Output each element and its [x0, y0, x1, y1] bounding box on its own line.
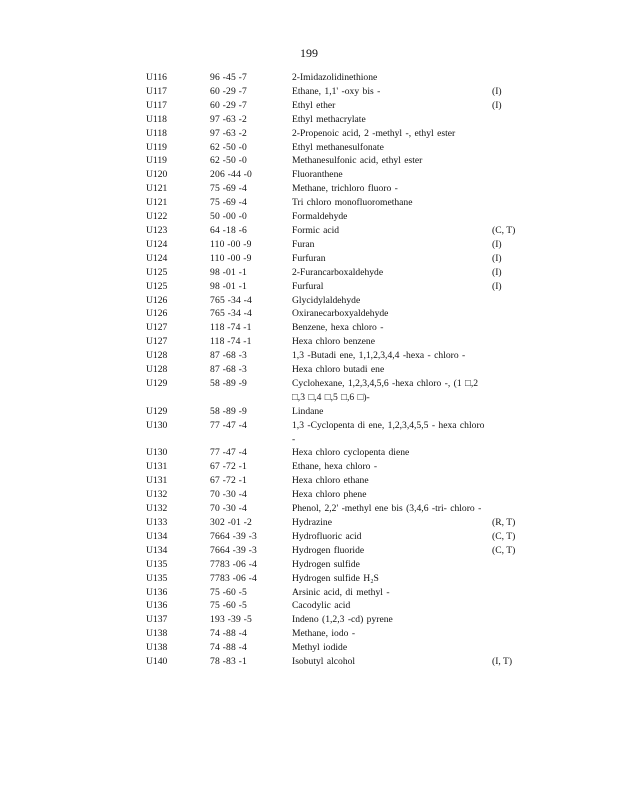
hazard-code: (I) — [492, 266, 502, 278]
cas-number: 98 -01 -1 — [210, 266, 247, 278]
hazard-code: (I) — [492, 85, 502, 97]
cas-number: 118 -74 -1 — [210, 336, 252, 348]
waste-code: U134 — [146, 544, 168, 556]
hazard-code — [492, 572, 526, 586]
waste-code: U121 — [146, 183, 168, 195]
cas-number: 62 -50 -0 — [210, 141, 247, 153]
chemical-name: Tri chloro monofluoromethane — [292, 197, 413, 209]
chemical-name: Fluoranthene — [292, 169, 343, 181]
cas-number: 70 -30 -4 — [210, 489, 247, 501]
cas-number: 60 -29 -7 — [210, 99, 247, 111]
cas-number: 7664 -39 -3 — [210, 530, 257, 542]
waste-code: U136 — [146, 600, 168, 612]
cas-number: 58 -89 -9 — [210, 405, 247, 417]
cas-number: 67 -72 -1 — [210, 475, 247, 487]
table-row — [146, 280, 526, 294]
chemical-name: Hydrogen sulfide — [292, 558, 360, 570]
waste-code: U124 — [146, 252, 168, 264]
table-row — [146, 419, 526, 447]
chemical-name: Indeno (1,2,3 -cd) pyrene — [292, 614, 393, 626]
hazard-code: (I) — [492, 252, 502, 264]
chemical-name: 1,3 -Butadi ene, 1,1,2,3,4,4 -hexa - chloro - — [292, 350, 466, 362]
table-row — [146, 335, 526, 349]
hazard-code — [492, 488, 526, 502]
chemical-name: Formaldehyde — [292, 211, 348, 223]
cas-number: 302 -01 -2 — [210, 517, 252, 528]
cas-number: 77 -47 -4 — [210, 447, 247, 459]
table-row — [146, 405, 526, 419]
hazard-code — [492, 474, 526, 488]
hazard-code — [492, 196, 526, 210]
chemical-name: Glycidylaldehyde — [292, 294, 361, 306]
cas-number: 62 -50 -0 — [210, 155, 247, 167]
hazard-code — [492, 154, 526, 168]
chemical-name: Arsinic acid, di methyl - — [292, 586, 390, 598]
table-row — [146, 113, 526, 127]
waste-code: U131 — [146, 461, 168, 473]
waste-code: U131 — [146, 475, 168, 487]
cas-number: 75 -60 -5 — [210, 600, 247, 612]
table-row — [146, 85, 526, 99]
waste-code: U130 — [146, 419, 168, 431]
hazard-code — [492, 113, 526, 127]
hazard-code — [492, 294, 526, 308]
waste-code: U123 — [146, 224, 168, 236]
waste-code: U128 — [146, 364, 168, 376]
waste-code: U129 — [146, 405, 168, 417]
cas-number: 74 -88 -4 — [210, 642, 247, 654]
table-row — [146, 655, 526, 669]
table-row — [146, 168, 526, 182]
cas-number: 193 -39 -5 — [210, 614, 252, 626]
cas-number: 98 -01 -1 — [210, 280, 247, 292]
table-row — [146, 196, 526, 210]
waste-code: U135 — [146, 558, 168, 570]
waste-code: U132 — [146, 489, 168, 501]
cas-number: 110 -00 -9 — [210, 252, 252, 264]
table-row — [146, 613, 526, 627]
hazard-code — [492, 586, 526, 600]
waste-code: U125 — [146, 280, 168, 292]
cas-number: 765 -34 -4 — [210, 308, 252, 320]
waste-code: U117 — [146, 85, 167, 97]
hazard-code — [492, 502, 526, 516]
table-row — [146, 294, 526, 308]
table-row — [146, 516, 526, 530]
chemical-name: Oxiranecarboxyaldehyde — [292, 308, 389, 320]
table-row — [146, 154, 526, 168]
cas-number: 75 -60 -5 — [210, 586, 247, 598]
hazard-code — [492, 613, 526, 627]
chemical-name: Cyclohexane, 1,2,3,4,5,6 -hexa chloro -, (1 □,2 □,3 □,4 □,5 □,6 □)- — [292, 377, 479, 403]
hazard-code: (C, T) — [492, 544, 516, 556]
hazard-code: (I) — [492, 280, 502, 292]
table-row — [146, 266, 526, 280]
waste-code: U129 — [146, 377, 168, 389]
table-row — [146, 252, 526, 266]
chemical-name: Phenol, 2,2' -methyl ene bis (3,4,6 -tri- chloro - — [292, 503, 482, 515]
chemical-name: Hydrofluoric acid — [292, 530, 362, 542]
hazardous-waste-table — [146, 71, 526, 669]
chemical-name: Hydrogen sulfide H₂S — [292, 572, 379, 584]
waste-code: U140 — [146, 656, 168, 668]
chemical-name: Hexa chloro ethane — [292, 475, 369, 487]
hazard-code — [492, 419, 526, 447]
cas-number: 206 -44 -0 — [210, 169, 252, 181]
hazard-code — [492, 599, 526, 613]
hazard-code — [492, 321, 526, 335]
table-row — [146, 238, 526, 252]
hazard-code: (I) — [492, 99, 502, 111]
table-row — [146, 99, 526, 113]
chemical-name: Hexa chloro cyclopenta diene — [292, 447, 410, 459]
hazard-code — [492, 210, 526, 224]
waste-code: U128 — [146, 350, 168, 362]
chemical-name: Benzene, hexa chloro - — [292, 322, 384, 334]
table-row — [146, 71, 526, 85]
cas-number: 75 -69 -4 — [210, 197, 247, 209]
chemical-name: Hexa chloro phene — [292, 489, 367, 501]
hazard-code — [492, 446, 526, 460]
chemical-name: Ethyl methanesulfonate — [292, 141, 384, 153]
chemical-name: Ethyl ether — [292, 99, 336, 111]
waste-code: U133 — [146, 517, 168, 528]
page-number: 199 — [300, 46, 318, 60]
chemical-name: Methyl iodide — [292, 642, 348, 654]
chemical-name: Furan — [292, 238, 315, 250]
waste-code: U125 — [146, 266, 168, 278]
table-row — [146, 558, 526, 572]
hazard-code — [492, 71, 526, 85]
chemical-name: 2-Propenoic acid, 2 -methyl -, ethyl ester — [292, 127, 456, 139]
waste-code: U127 — [146, 322, 168, 334]
waste-code: U137 — [146, 614, 168, 626]
cas-number: 74 -88 -4 — [210, 628, 247, 640]
hazard-code — [492, 460, 526, 474]
table-row — [146, 141, 526, 155]
cas-number: 765 -34 -4 — [210, 294, 252, 306]
table-row — [146, 182, 526, 196]
cas-number: 87 -68 -3 — [210, 350, 247, 362]
chemical-name: Cacodylic acid — [292, 600, 351, 612]
chemical-name: Hydrazine — [292, 517, 332, 528]
cas-number: 60 -29 -7 — [210, 85, 247, 97]
waste-code: U121 — [146, 197, 168, 209]
waste-code: U118 — [146, 113, 167, 125]
table-row — [146, 460, 526, 474]
waste-code: U135 — [146, 572, 168, 584]
cas-number: 87 -68 -3 — [210, 364, 247, 376]
waste-code: U122 — [146, 211, 168, 223]
table-row — [146, 586, 526, 600]
hazard-code: (R, T) — [492, 517, 516, 528]
cas-number: 75 -69 -4 — [210, 183, 247, 195]
cas-number: 58 -89 -9 — [210, 377, 247, 389]
chemical-name: Formic acid — [292, 224, 340, 236]
table-row — [146, 530, 526, 544]
cas-number: 97 -63 -2 — [210, 127, 247, 139]
chemical-name: Methanesulfonic acid, ethyl ester — [292, 155, 423, 167]
cas-number: 97 -63 -2 — [210, 113, 247, 125]
table-row — [146, 572, 526, 586]
cas-number: 50 -00 -0 — [210, 211, 247, 223]
table-row — [146, 224, 526, 238]
hazard-code — [492, 349, 526, 363]
table-row — [146, 307, 526, 321]
chemical-name: Isobutyl alcohol — [292, 656, 356, 668]
chemical-name: Hydrogen fluoride — [292, 544, 365, 556]
table-row — [146, 641, 526, 655]
waste-code: U136 — [146, 586, 168, 598]
chemical-name: Ethyl methacrylate — [292, 113, 366, 125]
chemical-name: Methane, iodo - — [292, 628, 356, 640]
chemical-name: Lindane — [292, 405, 324, 417]
chemical-name: Hexa chloro benzene — [292, 336, 375, 348]
chemical-name: Furfural — [292, 280, 324, 292]
table-row — [146, 488, 526, 502]
cas-number: 110 -00 -9 — [210, 238, 252, 250]
hazard-code — [492, 182, 526, 196]
chemical-name: Ethane, 1,1' -oxy bis - — [292, 85, 381, 97]
cas-number: 64 -18 -6 — [210, 224, 247, 236]
table-row — [146, 377, 526, 405]
cas-number: 67 -72 -1 — [210, 461, 247, 473]
hazard-code — [492, 363, 526, 377]
table-row — [146, 363, 526, 377]
table-row — [146, 349, 526, 363]
table-row — [146, 446, 526, 460]
cas-number: 77 -47 -4 — [210, 419, 247, 431]
table-row — [146, 321, 526, 335]
hazard-code — [492, 558, 526, 572]
cas-number: 78 -83 -1 — [210, 656, 247, 668]
chemical-name: 2-Furancarboxaldehyde — [292, 266, 384, 278]
waste-code: U124 — [146, 238, 168, 250]
waste-code: U118 — [146, 127, 167, 139]
waste-code: U117 — [146, 99, 167, 111]
cas-number: 7783 -06 -4 — [210, 572, 257, 584]
waste-code: U120 — [146, 169, 168, 181]
waste-code: U138 — [146, 628, 168, 640]
table-row — [146, 210, 526, 224]
hazard-code — [492, 307, 526, 321]
chemical-name: 1,3 -Cyclopenta di ene, 1,2,3,4,5,5 - hexa chloro - — [292, 419, 485, 445]
waste-code: U127 — [146, 336, 168, 348]
hazard-code — [492, 641, 526, 655]
waste-code: U134 — [146, 530, 168, 542]
waste-code: U132 — [146, 503, 168, 515]
hazard-code — [492, 141, 526, 155]
cas-number: 7783 -06 -4 — [210, 558, 257, 570]
hazard-code: (C, T) — [492, 530, 516, 542]
chemical-name: 2-Imidazolidinethione — [292, 72, 378, 83]
hazard-code — [492, 377, 526, 405]
chemical-name: Furfuran — [292, 252, 326, 264]
hazard-code: (C, T) — [492, 224, 516, 236]
waste-code: U119 — [146, 155, 167, 167]
table-row — [146, 544, 526, 558]
waste-code: U116 — [146, 72, 167, 83]
waste-code: U119 — [146, 141, 167, 153]
waste-code: U138 — [146, 642, 168, 654]
cas-number: 118 -74 -1 — [210, 322, 252, 334]
cas-number: 70 -30 -4 — [210, 503, 247, 515]
table-row — [146, 502, 526, 516]
waste-code: U130 — [146, 447, 168, 459]
chemical-name: Hexa chloro butadi ene — [292, 364, 385, 376]
hazard-code — [492, 405, 526, 419]
table-row — [146, 627, 526, 641]
hazard-code — [492, 127, 526, 141]
chemical-name: Methane, trichloro fluoro - — [292, 183, 398, 195]
hazard-code: (I, T) — [492, 656, 513, 668]
waste-code: U126 — [146, 308, 168, 320]
hazard-code: (I) — [492, 238, 502, 250]
hazard-code — [492, 627, 526, 641]
chemical-name: Ethane, hexa chloro - — [292, 461, 378, 473]
cas-number: 7664 -39 -3 — [210, 544, 257, 556]
cas-number: 96 -45 -7 — [210, 72, 247, 83]
hazard-code — [492, 335, 526, 349]
table-row — [146, 127, 526, 141]
table-row — [146, 599, 526, 613]
waste-code: U126 — [146, 294, 168, 306]
hazard-code — [492, 168, 526, 182]
table-row — [146, 474, 526, 488]
